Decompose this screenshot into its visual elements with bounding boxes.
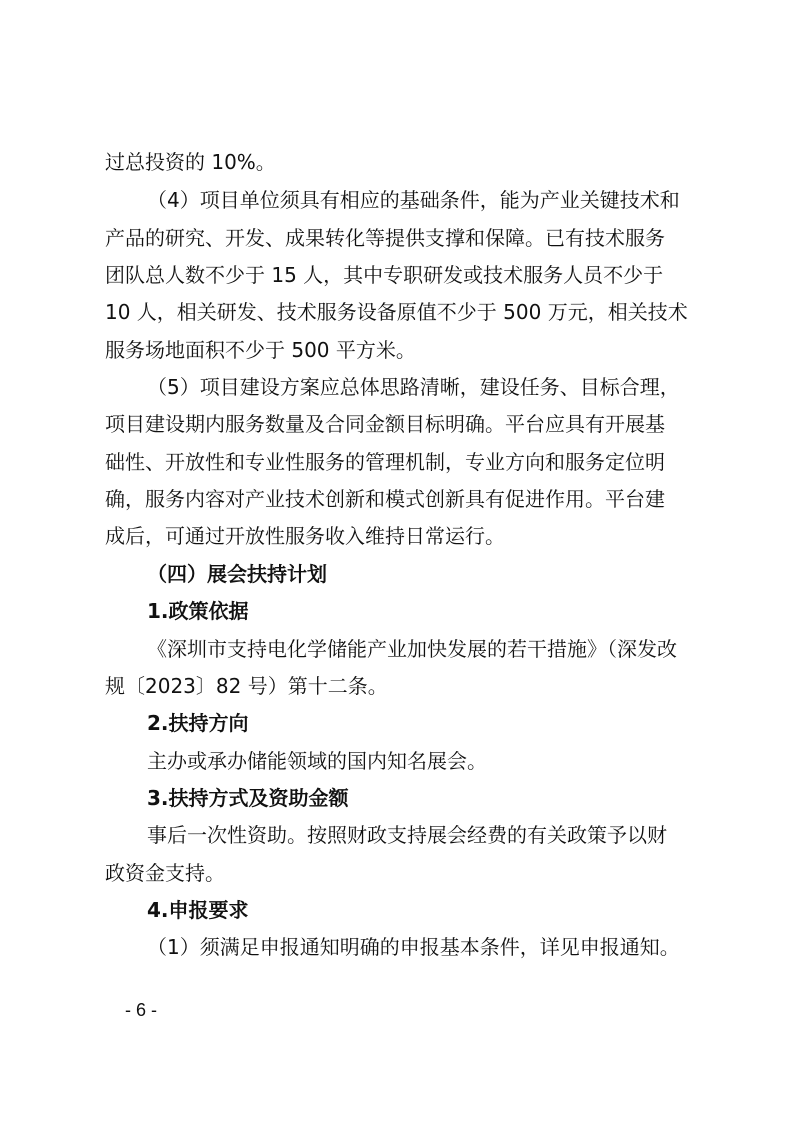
subsection-heading: 2.扶持方向 <box>147 711 249 735</box>
body-line: 项目建设期内服务数量及合同金额目标明确。平台应具有开展基 <box>105 412 665 436</box>
section-heading: （四）展会扶持计划 <box>147 562 327 586</box>
page-number: - 6 - <box>125 1000 158 1020</box>
body-line: 确，服务内容对产业技术创新和模式创新具有促进作用。平台建 <box>105 487 665 511</box>
body-line: 成后，可通过开放性服务收入维持日常运行。 <box>105 524 505 548</box>
body-line: 政资金支持。 <box>105 861 225 885</box>
body-line: 事后一次性资助。按照财政支持展会经费的有关政策予以财 <box>147 823 667 847</box>
subsection-heading: 4.申报要求 <box>147 898 249 922</box>
body-line: 《深圳市支持电化学储能产业加快发展的若干措施》（深发改 <box>147 637 677 661</box>
subsection-heading: 3.扶持方式及资助金额 <box>147 786 349 810</box>
body-line: 团队总人数不少于 15 人，其中专职研发或技术服务人员不少于 <box>105 263 664 287</box>
body-line: 规〔2023〕82 号）第十二条。 <box>105 674 388 698</box>
subsection-heading: 1.政策依据 <box>147 599 249 623</box>
body-line: （5）项目建设方案应总体思路清晰，建设任务、目标合理， <box>147 375 680 399</box>
body-line: 产品的研究、开发、成果转化等提供支撑和保障。已有技术服务 <box>105 226 665 250</box>
body-line: （1）须满足申报通知明确的申报基本条件，详见申报通知。 <box>147 935 680 959</box>
body-line: 础性、开放性和专业性服务的管理机制，专业方向和服务定位明 <box>105 450 665 474</box>
body-line: 过总投资的 10%。 <box>105 150 276 174</box>
body-line: （4）项目单位须具有相应的基础条件，能为产业关键技术和 <box>147 188 680 212</box>
body-line: 服务场地面积不少于 500 平方米。 <box>105 338 416 362</box>
body-line: 主办或承办储能领域的国内知名展会。 <box>147 749 487 773</box>
body-line: 10 人，相关研发、技术服务设备原值不少于 500 万元，相关技术 <box>105 300 688 324</box>
